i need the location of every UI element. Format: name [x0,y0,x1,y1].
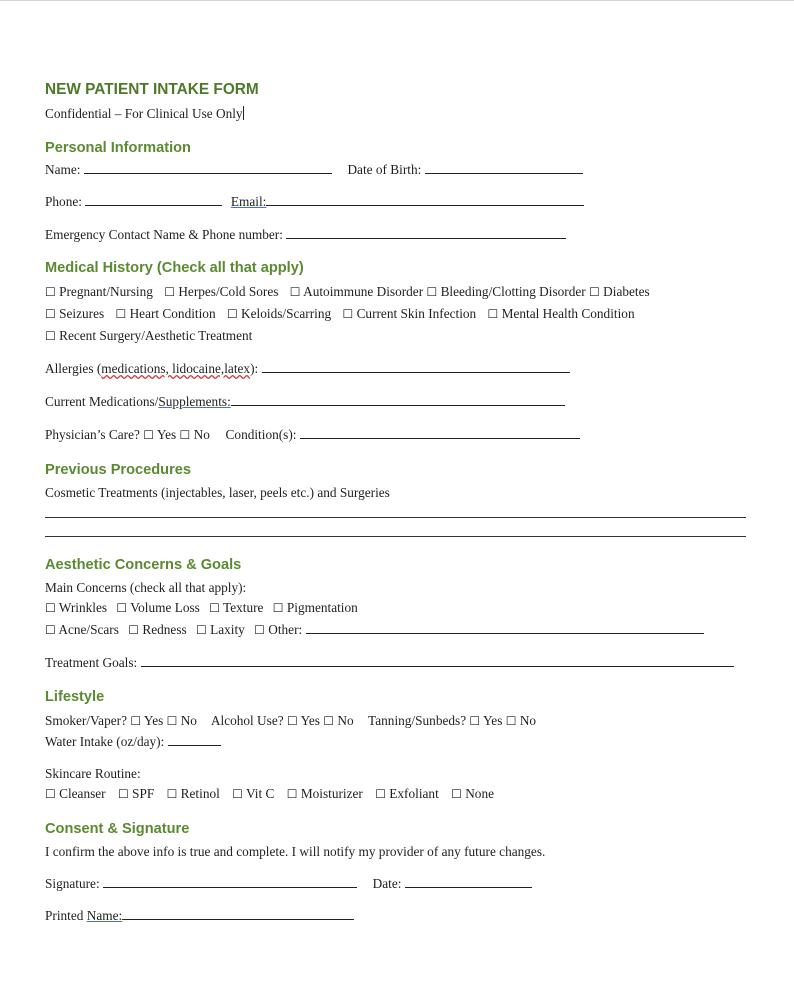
medical-row-1 [45,284,650,300]
checkbox-icon[interactable]: ☐ [166,787,178,801]
printed-name-field[interactable] [122,908,354,920]
skincare-none: None [465,786,494,801]
checkbox-icon[interactable]: ☐ [45,285,56,299]
section-heading-concerns: Aesthetic Concerns & Goals [45,557,242,573]
checkbox-icon[interactable]: ☐ [226,307,238,321]
checkbox-icon[interactable]: ☐ [289,285,301,299]
checkbox-icon[interactable]: ☐ [254,623,265,637]
skincare-moisturizer: Moisturizer [300,786,363,801]
allergies-row [45,361,570,377]
signature-row [45,876,532,892]
section-heading-consent: Consent & Signature [45,821,190,837]
checkbox-icon[interactable]: ☐ [209,601,220,615]
checkbox-icon[interactable]: ☐ [143,428,154,442]
emergency-label: Emergency Contact Name & Phone number: [45,227,283,242]
email-label: Email: [230,194,267,209]
tanning-yes: Yes [483,713,503,728]
medications-row [45,394,565,410]
procedures-prompt: Cosmetic Treatments (injectables, laser, peels etc.) and Surgeries [45,485,390,500]
condition-seizures: Seizures [59,306,105,321]
alcohol-no: No [337,713,354,728]
concern-other-label: Other: [268,622,303,637]
checkbox-icon[interactable]: ☐ [130,714,142,728]
condition-diabetes: Diabetes [603,284,650,299]
checkbox-icon[interactable]: ☐ [196,623,207,637]
smoker-yes: Yes [143,713,164,728]
checkbox-icon[interactable]: ☐ [505,714,517,728]
condition-herpes: Herpes/Cold Sores [178,284,279,299]
procedures-line-1[interactable] [45,517,746,518]
lifestyle-row [45,713,536,729]
water-field[interactable] [168,734,221,746]
signature-label: Signature: [45,876,100,891]
phone-label: Phone: [45,194,82,209]
name-label: Name: [45,162,81,177]
checkbox-icon[interactable]: ☐ [115,307,127,321]
allergies-label-examples: medications, lidocaine,latex [101,361,251,376]
checkbox-icon[interactable]: ☐ [323,714,335,728]
concerns-row-1 [45,600,358,616]
checkbox-icon[interactable]: ☐ [272,601,284,615]
signature-field[interactable] [103,876,357,888]
checkbox-icon[interactable]: ☐ [116,601,128,615]
goals-field[interactable] [141,655,734,667]
physician-no: No [193,427,210,442]
skincare-label: Skincare Routine: [45,766,141,781]
checkbox-icon[interactable]: ☐ [451,787,462,801]
alcohol-label: Alcohol Use? [210,713,284,728]
tanning-no: No [519,713,537,728]
skincare-exfoliant: Exfoliant [389,786,439,801]
text-cursor [243,106,244,120]
consent-statement: I confirm the above info is true and complete. I will notify my provider of any future changes. [45,844,546,859]
condition-field[interactable] [300,427,580,439]
checkbox-icon[interactable]: ☐ [426,285,438,299]
emergency-row [45,227,566,243]
condition-skin-infection: Current Skin Infection [356,306,477,321]
form-subtitle: Confidential – For Clinical Use Only [45,106,243,121]
concerns-row-2 [45,622,704,638]
condition-mental-health: Mental Health Condition [501,306,635,321]
checkbox-icon[interactable]: ☐ [232,787,243,801]
section-heading-lifestyle: Lifestyle [45,689,105,705]
checkbox-icon[interactable]: ☐ [45,623,56,637]
supplements-label: Supplements: [158,394,231,409]
date-label: Date: [372,876,402,891]
allergies-field[interactable] [262,361,570,373]
concern-volume-loss: Volume Loss [130,600,200,615]
concern-wrinkles: Wrinkles [58,600,108,615]
phone-email-row [45,194,584,210]
checkbox-icon[interactable]: ☐ [45,787,56,801]
name-row [45,162,583,178]
allergies-label-suffix: ): [250,361,259,376]
checkbox-icon[interactable]: ☐ [342,307,354,321]
page-top-border [0,0,794,1]
condition-autoimmune: Autoimmune Disorder [303,284,424,299]
allergies-label-prefix: Allergies ( [45,361,102,376]
checkbox-icon[interactable]: ☐ [45,329,56,343]
checkbox-icon[interactable]: ☐ [166,714,178,728]
printed-name-label: Name: [86,908,123,923]
skincare-cleanser: Cleanser [59,786,106,801]
checkbox-icon[interactable]: ☐ [589,285,600,299]
section-heading-personal: Personal Information [45,140,191,156]
checkbox-icon[interactable]: ☐ [45,601,56,615]
form-title: NEW PATIENT INTAKE FORM [45,81,259,98]
concerns-prompt: Main Concerns (check all that apply): [45,580,247,595]
checkbox-icon[interactable]: ☐ [286,787,298,801]
emergency-field[interactable] [286,227,566,239]
checkbox-icon[interactable]: ☐ [487,307,499,321]
checkbox-icon[interactable]: ☐ [164,285,175,299]
checkbox-icon[interactable]: ☐ [179,428,191,442]
condition-bleeding: Bleeding/Clotting Disorder [440,284,586,299]
checkbox-icon[interactable]: ☐ [45,307,56,321]
date-field[interactable] [405,876,532,888]
name-field[interactable] [84,162,332,174]
smoker-no: No [180,713,197,728]
condition-pregnant: Pregnant/Nursing [59,284,153,299]
checkbox-icon[interactable]: ☐ [286,714,298,728]
water-row [45,734,221,750]
medical-row-2 [45,306,635,322]
concern-pigmentation: Pigmentation [286,600,358,615]
water-label: Water Intake (oz/day): [45,734,165,749]
concern-other-field[interactable] [306,622,704,634]
skincare-vitc: Vit C [246,786,275,801]
skincare-retinol: Retinol [180,786,220,801]
email-field[interactable] [266,194,584,206]
goals-label: Treatment Goals: [45,655,138,670]
goals-row [45,655,734,671]
printed-name-prefix: Printed [45,908,87,923]
condition-heart: Heart Condition [129,306,216,321]
concern-acne: Acne/Scars [58,622,119,637]
phone-field[interactable] [85,194,222,206]
physician-row [45,427,580,443]
section-heading-medical: Medical History (Check all that apply) [45,260,304,276]
smoker-label: Smoker/Vaper? [45,713,127,728]
condition-label: Condition(s): [225,427,297,442]
tanning-label: Tanning/Sunbeds? [368,713,467,728]
section-heading-procedures: Previous Procedures [45,462,192,478]
dob-label: Date of Birth: [347,162,422,177]
checkbox-icon[interactable]: ☐ [375,787,386,801]
concern-laxity: Laxity [210,622,245,637]
condition-keloids: Keloids/Scarring [241,306,332,321]
checkbox-icon[interactable]: ☐ [117,787,129,801]
medications-field[interactable] [231,394,565,406]
condition-recent-surgery: Recent Surgery/Aesthetic Treatment [59,328,253,343]
concern-texture: Texture [223,600,264,615]
checkbox-icon[interactable]: ☐ [128,623,140,637]
alcohol-yes: Yes [300,713,320,728]
medications-label: Current Medications/ [45,394,159,409]
procedures-line-2[interactable] [45,536,746,537]
printed-name-row [45,908,354,924]
medical-row-3 [45,328,252,344]
checkbox-icon[interactable]: ☐ [469,714,481,728]
physician-label: Physician’s Care? [45,427,140,442]
dob-field[interactable] [425,162,583,174]
skincare-row [45,786,494,802]
concern-redness: Redness [142,622,187,637]
physician-yes: Yes [156,427,177,442]
skincare-spf: SPF [132,786,155,801]
